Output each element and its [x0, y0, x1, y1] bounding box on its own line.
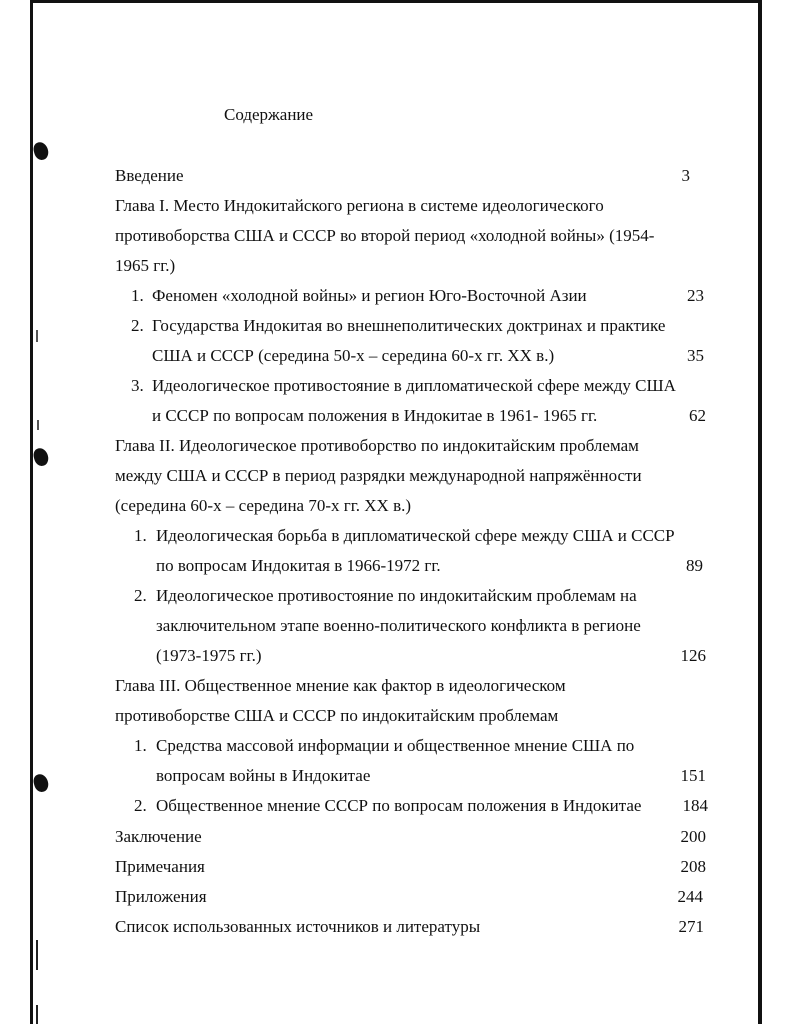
toc-notes-page: 208 [680, 857, 706, 876]
chapter-heading-line: 1965 гг.) [115, 256, 176, 275]
toc-item-page: 35 [687, 346, 704, 365]
toc-item-page: 89 [686, 556, 703, 575]
scan-border-right [758, 0, 762, 1024]
toc-item-number: 1. [134, 526, 147, 545]
toc-item-page: 62 [689, 406, 706, 425]
scan-speck [36, 940, 38, 970]
chapter-heading-line: Глава II. Идеологическое противоборство по индокитайским проблемам [115, 436, 639, 455]
toc-item-line: по вопросам Индокитая в 1966-1972 гг. [156, 556, 441, 575]
punch-hole-mark [32, 140, 50, 161]
scan-speck [37, 420, 39, 430]
chapter-heading-line: противоборстве США и СССР по индокитайским проблемам [115, 706, 559, 725]
chapter-heading-line: противоборства США и СССР во второй период «холодной войны» (1954- [115, 226, 655, 245]
punch-hole-mark [32, 446, 50, 467]
toc-item-line: Средства массовой информации и общественное мнение США по [156, 736, 635, 755]
toc-conclusion-label: Заключение [115, 827, 202, 846]
toc-sources-label: Список использованных источников и литературы [115, 917, 481, 936]
toc-conclusion-page: 200 [680, 827, 706, 846]
toc-intro-label: Введение [115, 166, 184, 185]
toc-item-number: 2. [134, 586, 147, 605]
scan-border-top [32, 0, 762, 3]
toc-item-line: вопросам войны в Индокитае [156, 766, 371, 785]
scan-speck [36, 1005, 38, 1024]
toc-item-page: 126 [680, 646, 706, 665]
toc-item-line: Государства Индокитая во внешнеполитических доктринах и практике [152, 316, 666, 335]
toc-item-line: Идеологическое противостояние по индокитайским проблемам на [156, 586, 637, 605]
scan-border-left [30, 0, 33, 1024]
scan-speck [36, 330, 38, 342]
punch-hole-mark [32, 772, 50, 793]
toc-sources-page: 271 [678, 917, 704, 936]
toc-item-number: 1. [131, 286, 144, 305]
toc-appendices-label: Приложения [115, 887, 207, 906]
toc-intro-page: 3 [681, 166, 690, 185]
toc-item-number: 2. [131, 316, 144, 335]
toc-item-number: 1. [134, 736, 147, 755]
toc-item-line: Феномен «холодной войны» и регион Юго-Восточной Азии [152, 286, 587, 305]
chapter-heading-line: (середина 60-х – середина 70-х гг. XX в.) [115, 496, 412, 515]
chapter-heading-line: Глава III. Общественное мнение как фактор в идеологическом [115, 676, 566, 695]
chapter-heading-line: между США и СССР в период разрядки международной напряжённости [115, 466, 642, 485]
toc-appendices-page: 244 [677, 887, 703, 906]
toc-item-line: США и СССР (середина 50-х – середина 60-х гг. XX в.) [152, 346, 555, 365]
page-title: Содержание [224, 105, 314, 124]
toc-item-page: 184 [682, 796, 708, 815]
toc-item-line: (1973-1975 гг.) [156, 646, 262, 665]
toc-item-page: 23 [687, 286, 704, 305]
toc-item-number: 3. [131, 376, 144, 395]
toc-item-line: Идеологическая борьба в дипломатической сфере между США и СССР [156, 526, 675, 545]
toc-item-number: 2. [134, 796, 147, 815]
toc-item-page: 151 [680, 766, 706, 785]
toc-item-line: Общественное мнение СССР по вопросам положения в Индокитае [156, 796, 642, 815]
toc-item-line: Идеологическое противостояние в дипломатической сфере между США [152, 376, 676, 395]
chapter-heading-line: Глава I. Место Индокитайского региона в системе идеологического [115, 196, 604, 215]
toc-item-line: заключительном этапе военно-политического конфликта в регионе [156, 616, 641, 635]
toc-item-line: и СССР по вопросам положения в Индокитае в 1961- 1965 гг. [152, 406, 598, 425]
toc-notes-label: Примечания [115, 857, 205, 876]
